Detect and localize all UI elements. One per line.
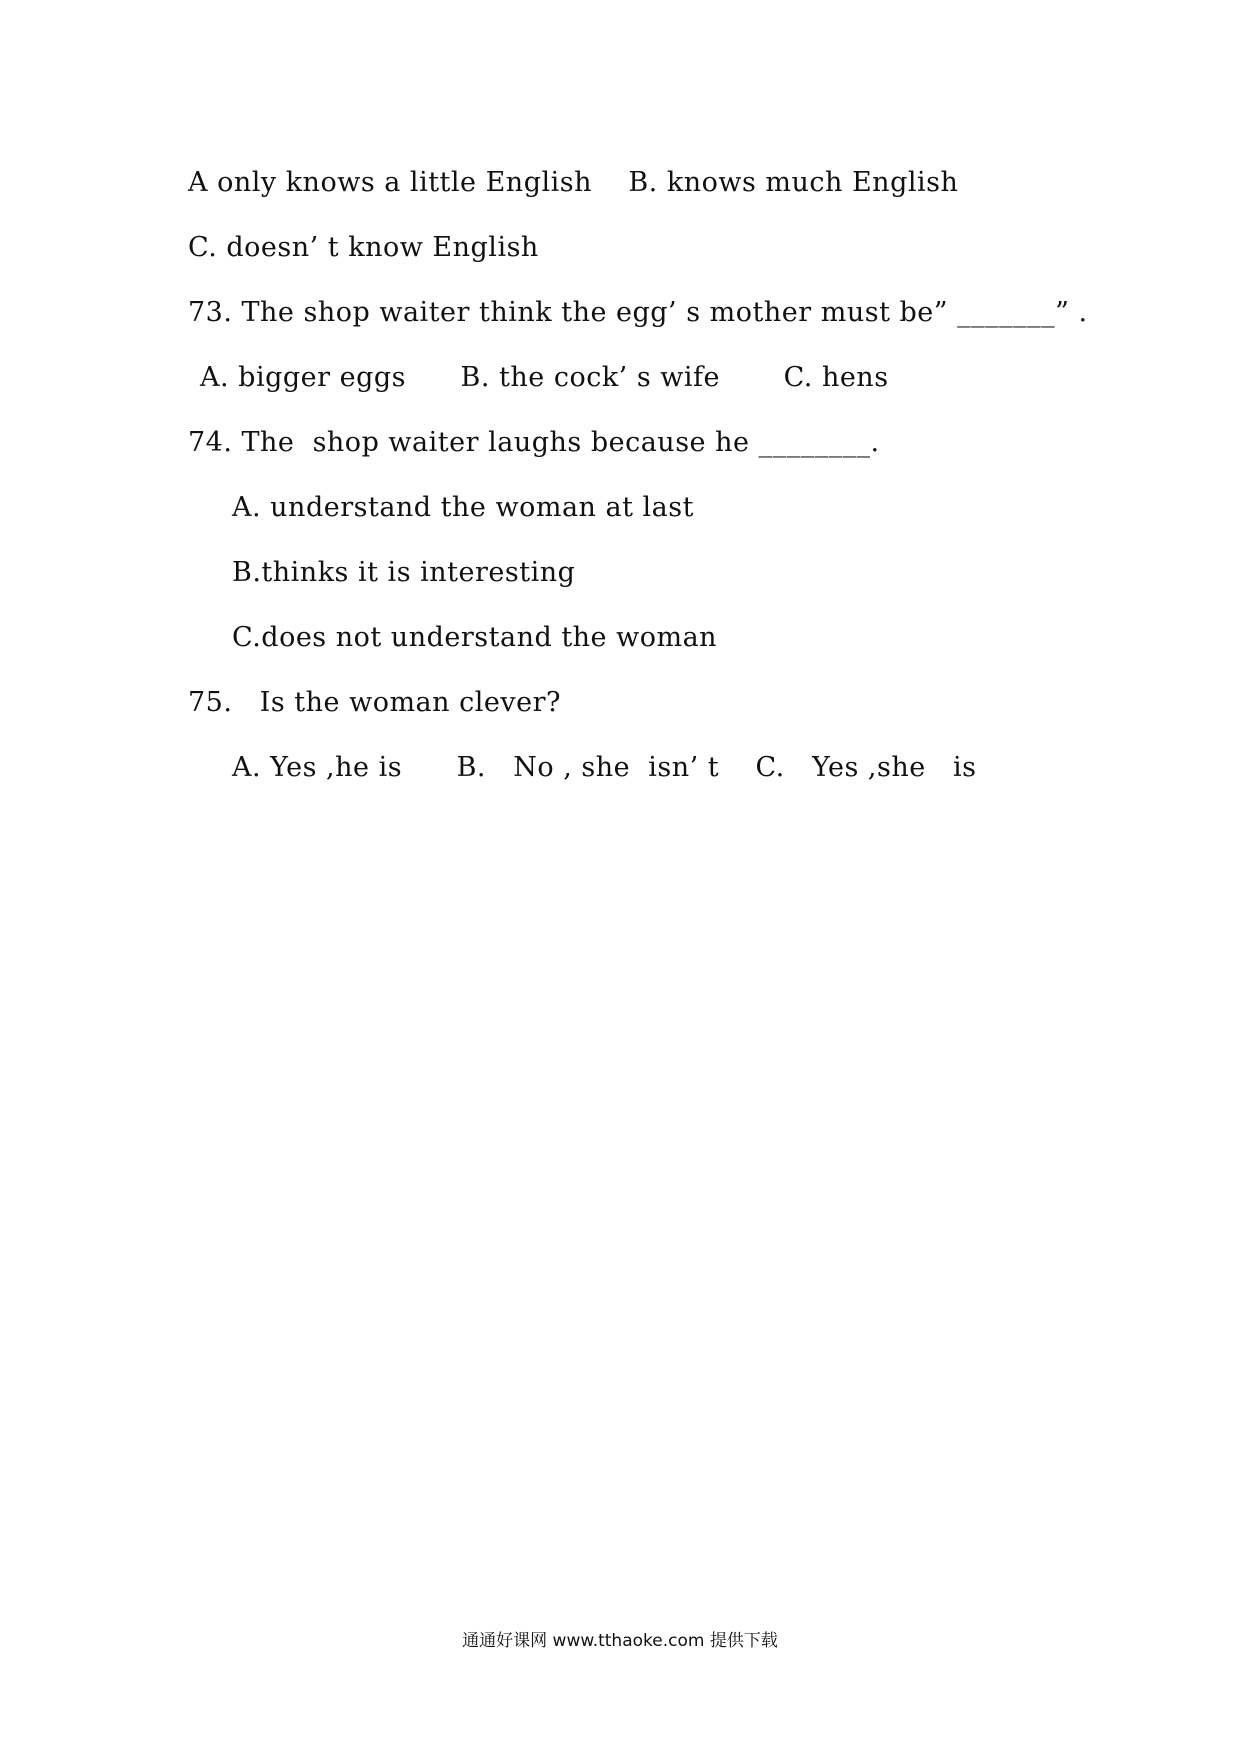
q74-question: 74. The shop waiter laughs because he ________. bbox=[188, 427, 880, 458]
q72-options-a-b: A only knows a little English B. knows much English bbox=[188, 167, 959, 198]
q74-option-b: B.thinks it is interesting bbox=[232, 557, 576, 588]
q74-option-a: A. understand the woman at last bbox=[232, 492, 694, 523]
q74-option-c: C.does not understand the woman bbox=[232, 622, 718, 653]
page-footer: 通通好课网 www.tthaoke.com 提供下载 bbox=[462, 1631, 778, 1651]
q75-question: 75. Is the woman clever? bbox=[188, 687, 561, 718]
q73-options: A. bigger eggs B. the cock’ s wife C. hens bbox=[200, 362, 889, 393]
q73-question: 73. The shop waiter think the egg’ s mother must be” _______” . bbox=[188, 297, 1088, 328]
q75-options: A. Yes ,he is B. No , she isn’ t C. Yes ,she is bbox=[232, 752, 977, 783]
q72-option-c: C. doesn’ t know English bbox=[188, 232, 539, 263]
